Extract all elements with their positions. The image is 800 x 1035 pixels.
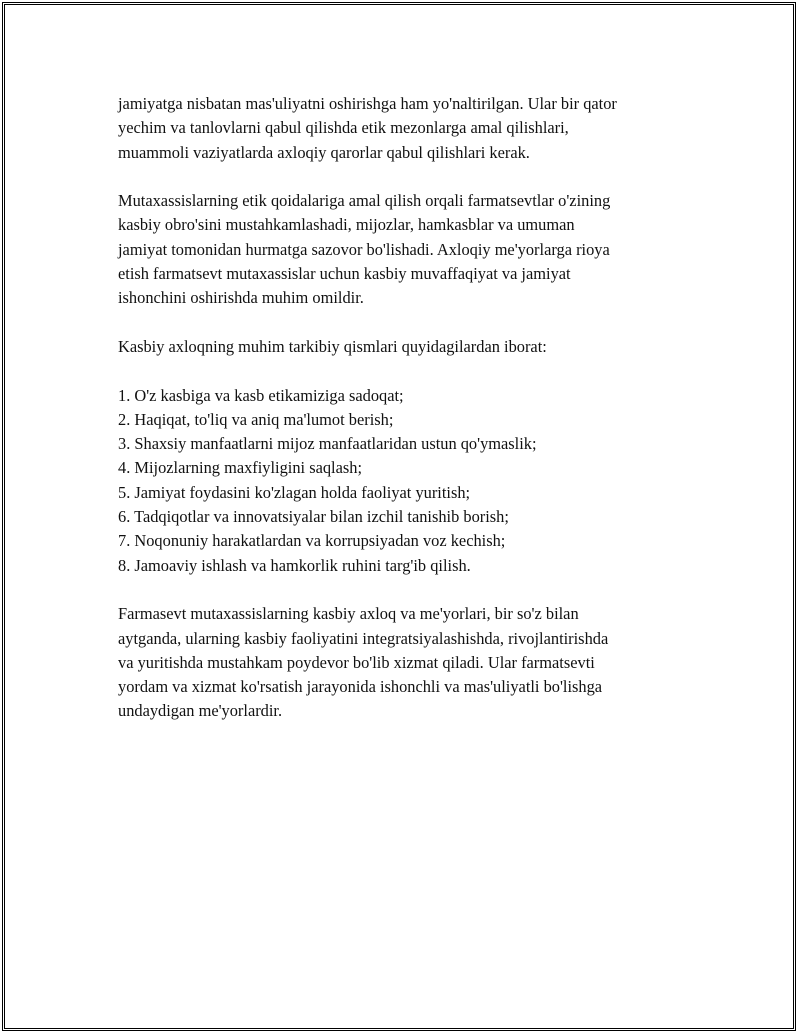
- list-item: 3. Shaxsiy manfaatlarni mijoz manfaatlaridan ustun qo'ymaslik;: [118, 434, 537, 454]
- text-line: jamiyatga nisbatan mas'uliyatni oshirishga ham yo'naltirilgan. Ular bir qator: [118, 94, 617, 113]
- text-line: kasbiy obro'sini mustahkamlashadi, mijozlar, hamkasblar va umuman: [118, 215, 575, 235]
- text-line: Mutaxassislarning etik qoidalariga amal qilish orqali farmatsevtlar o'zining: [118, 191, 611, 211]
- text-line: Farmasevt mutaxassislarning kasbiy axloq va me'yorlari, bir so'z bilan: [118, 604, 579, 624]
- paragraph-list-intro: [118, 335, 698, 359]
- list-item: 6. Tadqiqotlar va innovatsiyalar bilan izchil tanishib borish;: [118, 507, 509, 527]
- text-line: Kasbiy axloqning muhim tarkibiy qismlari quyidagilardan iborat:: [118, 336, 547, 356]
- paragraph-conclusion: [118, 602, 698, 723]
- text-line: va yuritishda mustahkam poydevor bo'lib xizmat qiladi. Ular farmatsevti: [118, 652, 595, 672]
- document-body: [118, 92, 698, 748]
- text-line: yordam va xizmat ko'rsatish jarayonida ishonchli va mas'uliyatli bo'lishga: [118, 677, 603, 697]
- paragraph-ethics-reputation: [118, 189, 698, 310]
- list-item: 1. O'z kasbiga va kasb etikamiziga sadoqat;: [118, 385, 404, 405]
- text-line: aytganda, ularning kasbiy faoliyatini integratsiyalashishda, rivojlantirishda: [118, 628, 609, 648]
- list-item: 8. Jamoaviy ishlash va hamkorlik ruhini targ'ib qilish.: [118, 555, 471, 575]
- text-line: yechim va tanlovlarni qabul qilishda etik mezonlarga amal qilishlari,: [118, 118, 569, 138]
- list-item: 2. Haqiqat, to'liq va aniq ma'lumot berish;: [118, 409, 394, 429]
- text-line: undaydigan me'yorlardir.: [118, 701, 283, 721]
- text-line: jamiyat tomonidan hurmatga sazovor bo'lishadi. Axloqiy me'yorlarga rioya: [118, 239, 610, 259]
- list-item: 7. Noqonuniy harakatlardan va korrupsiyadan voz kechish;: [118, 531, 506, 551]
- text-line: muammoli vaziyatlarda axloqiy qarorlar qabul qilishlari kerak.: [118, 142, 530, 162]
- paragraph-responsibility: [118, 92, 698, 165]
- ethics-components-list: [118, 384, 698, 578]
- text-line: etish farmatsevt mutaxassislar uchun kasbiy muvaffaqiyat va jamiyat: [118, 264, 571, 284]
- list-item: 4. Mijozlarning maxfiyligini saqlash;: [118, 458, 363, 478]
- list-item: 5. Jamiyat foydasini ko'zlagan holda faoliyat yuritish;: [118, 482, 471, 502]
- text-line: ishonchini oshirishda muhim omildir.: [118, 288, 364, 308]
